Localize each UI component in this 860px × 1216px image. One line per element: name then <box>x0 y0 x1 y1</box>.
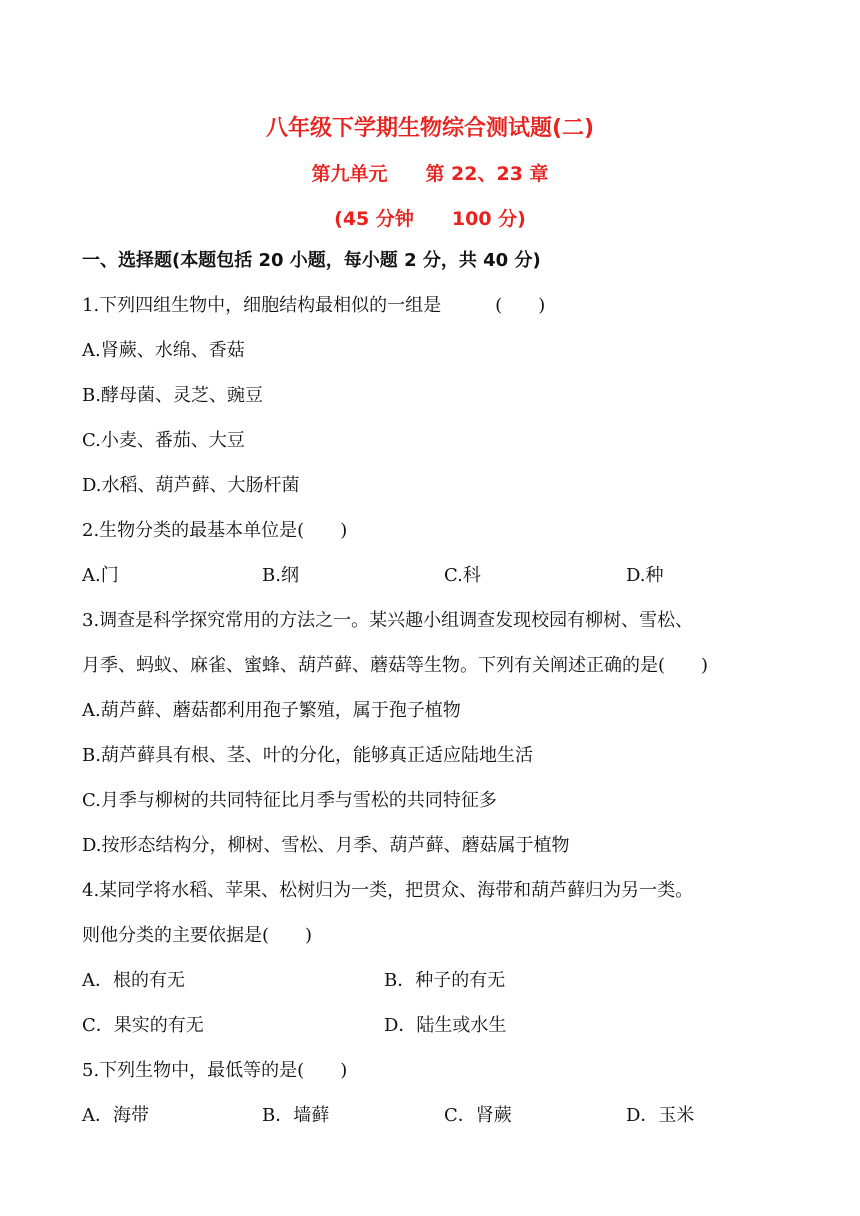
time-score-subtitle: (45 分钟 100 分) <box>334 208 526 230</box>
question-3-stem-line-2: 月季、蚂蚁、麻雀、蜜蜂、葫芦藓、蘑菇等生物。下列有关阐述正确的是( ) <box>82 655 709 676</box>
question-2-stem: 2.生物分类的最基本单位是( ) <box>82 520 348 541</box>
question-4-option-a: A．根的有无 <box>82 970 185 991</box>
question-5-stem: 5.下列生物中，最低等的是( ) <box>82 1060 348 1081</box>
question-1-option-d: D.水稻、葫芦藓、大肠杆菌 <box>82 475 300 496</box>
section-heading: 一、选择题(本题包括 20 小题，每小题 2 分，共 40 分) <box>82 250 541 271</box>
question-3-option-c: C.月季与柳树的共同特征比月季与雪松的共同特征多 <box>82 790 497 811</box>
question-3-option-d: D.按形态结构分，柳树、雪松、月季、葫芦藓、蘑菇属于植物 <box>82 835 570 856</box>
question-2-option-a: A.门 <box>82 565 119 586</box>
question-3-option-b: B.葫芦藓具有根、茎、叶的分化，能够真正适应陆地生活 <box>82 745 533 766</box>
question-4-option-b: B．种子的有无 <box>384 970 506 991</box>
question-4-option-c: C．果实的有无 <box>82 1015 204 1036</box>
question-4-stem-line-1: 4.某同学将水稻、苹果、松树归为一类，把贯众、海带和葫芦藓归为另一类。 <box>82 880 694 901</box>
question-4-option-d: D．陆生或水生 <box>384 1015 507 1036</box>
question-1-option-b: B.酵母菌、灵芝、豌豆 <box>82 385 263 406</box>
question-2-option-b: B.纲 <box>262 565 299 586</box>
question-5-option-a: A．海带 <box>82 1105 149 1126</box>
question-2-option-c: C.科 <box>444 565 481 586</box>
question-1-option-c: C.小麦、番茄、大豆 <box>82 430 245 451</box>
question-5-option-d: D．玉米 <box>626 1105 695 1126</box>
question-3-option-a: A.葫芦藓、蘑菇都利用孢子繁殖，属于孢子植物 <box>82 700 461 721</box>
question-4-stem-line-2: 则他分类的主要依据是( ) <box>82 925 313 946</box>
question-2-option-d: D.种 <box>626 565 664 586</box>
question-5-option-b: B．墙藓 <box>262 1105 330 1126</box>
question-3-stem-line-1: 3.调查是科学探究常用的方法之一。某兴趣小组调查发现校园有柳树、雪松、 <box>82 610 694 631</box>
unit-subtitle: 第九单元 第 22、23 章 <box>311 163 549 185</box>
question-1-option-a: A.肾蕨、水绵、香菇 <box>82 340 245 361</box>
question-5-option-c: C．肾蕨 <box>444 1105 512 1126</box>
question-1-stem: 1.下列四组生物中，细胞结构最相似的一组是 ( ) <box>82 295 546 316</box>
document-title: 八年级下学期生物综合测试题(二) <box>265 116 595 141</box>
